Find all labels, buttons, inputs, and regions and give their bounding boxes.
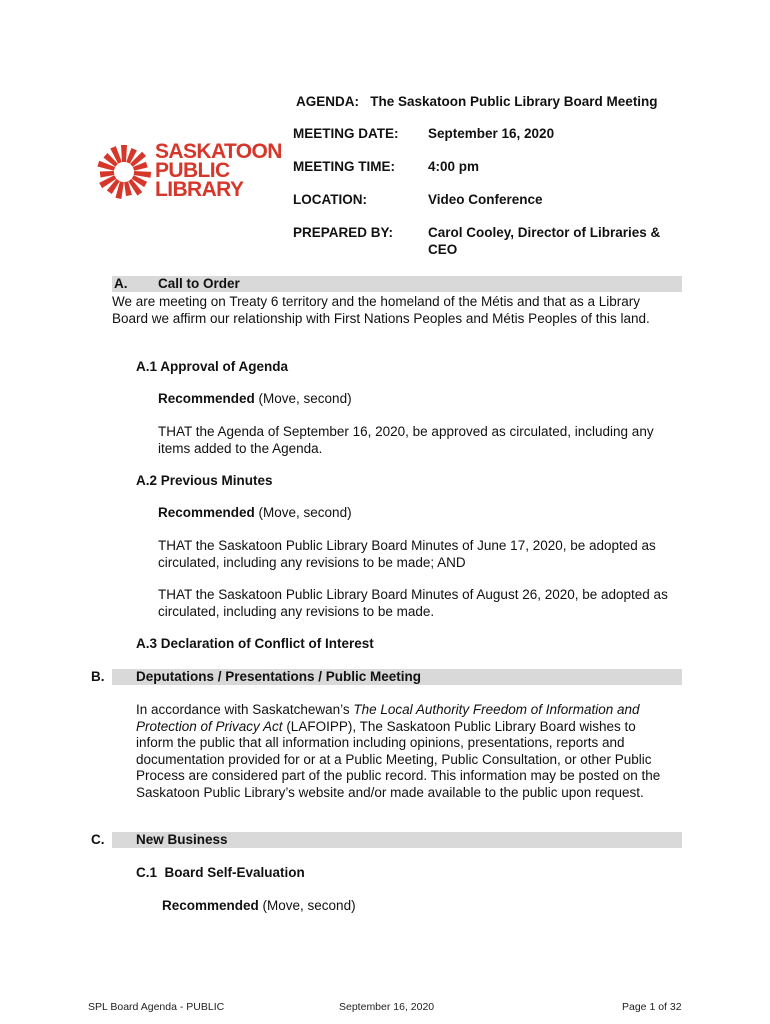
section-b-act-name: The Local Authority Freedom of Information and Protection of Privacy Act bbox=[136, 702, 640, 734]
agenda-title: AGENDA: The Saskatoon Public Library Board Meeting bbox=[296, 94, 658, 109]
section-b-text-post: (LAFOIPP), The Saskatoon Public Library Board wishes to inform the public that all information including opinions, presentations, reports and documentation provided for or at a Public Meeting, Public Consultation, or other Public Process are considered part of the public record. This information may be posted on the Saskatoon Public Library’s website and/or made available to the public upon request. bbox=[136, 718, 661, 800]
a2-recommended-label: Recommended bbox=[158, 505, 255, 520]
a1-motion: THAT the Agenda of September 16, 2020, be approved as circulated, including any items added to the Agenda. bbox=[158, 424, 654, 456]
footer-center: September 16, 2020 bbox=[339, 1001, 435, 1013]
meeting-date-label: MEETING DATE: bbox=[293, 126, 399, 141]
a1-title: A.1 Approval of Agenda bbox=[136, 359, 289, 374]
footer-left: SPL Board Agenda - PUBLIC bbox=[88, 1001, 225, 1013]
section-b-text-pre: In accordance with Saskatchewan’s bbox=[136, 702, 354, 717]
c1-move-text: (Move, second) bbox=[258, 898, 356, 913]
section-a-title: Call to Order bbox=[158, 276, 240, 291]
a2-motion-2: THAT the Saskatoon Public Library Board Minutes of August 26, 2020, be adopted as circulated, including any revisions to be made. bbox=[158, 587, 668, 619]
meeting-time-value: 4:00 pm bbox=[428, 159, 480, 174]
logo-line-1: SASKATOON bbox=[155, 140, 282, 163]
section-b-text bbox=[136, 702, 671, 801]
a1-recommended-label: Recommended bbox=[158, 391, 255, 406]
section-b-title: Deputations / Presentations / Public Meeting bbox=[136, 669, 422, 684]
library-logo bbox=[95, 142, 285, 202]
location-value: Video Conference bbox=[428, 192, 543, 207]
section-a-letter: A. bbox=[114, 276, 128, 291]
prepared-by-value: Carol Cooley, Director of Libraries & CEO bbox=[428, 225, 661, 257]
c1-recommended-label: Recommended bbox=[162, 898, 259, 913]
a2-title: A.2 Previous Minutes bbox=[136, 473, 273, 488]
location-label: LOCATION: bbox=[293, 192, 367, 207]
a1-recommendation bbox=[158, 391, 352, 408]
section-a-intro: We are meeting on Treaty 6 territory and the homeland of the Métis and that as a Library Board we affirm our relationship with First Nations Peoples and Métis Peoples of this land. bbox=[112, 294, 650, 326]
starburst-logo-icon bbox=[95, 142, 153, 202]
section-c-letter: C. bbox=[91, 832, 105, 847]
footer-page-number: Page 1 of 32 bbox=[622, 1001, 682, 1013]
c1-recommendation bbox=[162, 898, 356, 915]
c1-title: C.1 Board Self-Evaluation bbox=[136, 865, 305, 880]
logo-line-3: LIBRARY bbox=[155, 178, 244, 201]
meeting-time-label: MEETING TIME: bbox=[293, 159, 395, 174]
a3-title: A.3 Declaration of Conflict of Interest bbox=[136, 636, 374, 651]
section-c-title: New Business bbox=[136, 832, 228, 847]
a2-move-text: (Move, second) bbox=[254, 505, 352, 520]
logo-line-2: PUBLIC bbox=[155, 159, 230, 182]
section-b-letter: B. bbox=[91, 669, 105, 684]
a2-motion-1: THAT the Saskatoon Public Library Board Minutes of June 17, 2020, be adopted as circulated, including any revisions to be made; AND bbox=[158, 538, 656, 570]
prepared-by-label: PREPARED BY: bbox=[293, 225, 394, 240]
logo-wordmark bbox=[155, 142, 282, 199]
a2-recommendation bbox=[158, 505, 352, 522]
a1-move-text: (Move, second) bbox=[254, 391, 352, 406]
meeting-date-value: September 16, 2020 bbox=[428, 126, 555, 141]
